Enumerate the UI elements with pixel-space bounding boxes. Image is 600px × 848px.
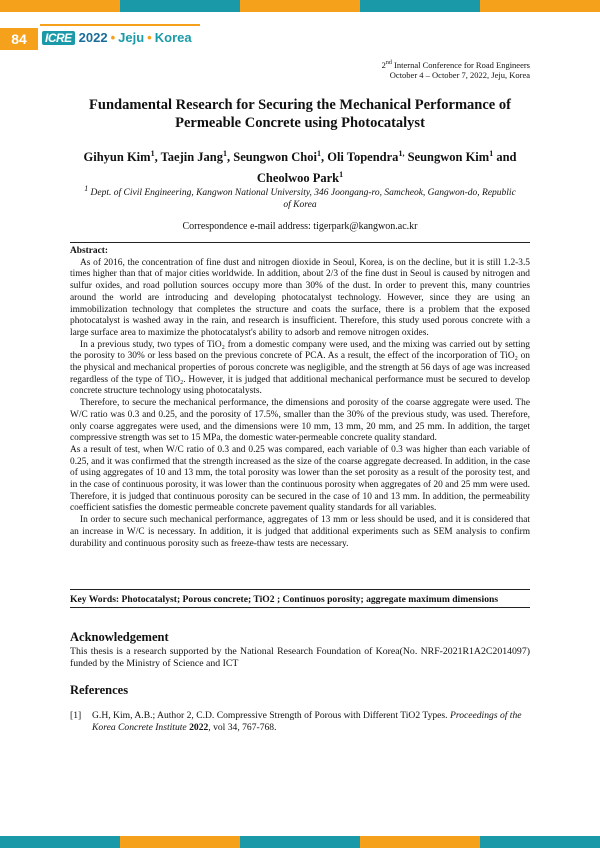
reference-item <box>70 710 530 734</box>
correspondence-email: Correspondence e-mail address: tigerpark@kangwon.ac.kr <box>182 221 418 232</box>
keywords: Key Words: Photocatalyst; Porous concrete; TiO2 ; Continuos porosity; aggregate maximum dimensions <box>70 594 499 605</box>
title-line: Permeable Concrete using Photocatalyst <box>175 115 425 131</box>
bottom-color-stripe <box>0 836 600 848</box>
abstract <box>70 246 530 550</box>
acknowledgement-text: This thesis is a research supported by the National Research Foundation of Korea(No. NRF-2021R1A2C2014097) funded by the Ministry of Science and ICT <box>70 646 530 669</box>
page-number: 84 <box>0 28 38 50</box>
author-sup: 1 <box>489 149 494 158</box>
author-sup: 1, <box>398 149 405 158</box>
author-list: Gihyun Kim$^1$, Taejin Jang$^1$, Seungwon Choi$^1$, Oli Topendra$^{1,}$ Seungwon Kim$^1$ and Cheolwoo Park$^1$ <box>83 149 517 186</box>
affiliation-text: Dept. of Civil Engineering, Kangwon National University, 346 Joongang-ro, Samcheok, Gangwon-do, Republic of Korea <box>88 188 516 211</box>
logo-mark: ICRE <box>42 31 75 45</box>
author-name: Seungwon Kim <box>407 150 490 165</box>
reference-number: [1] <box>70 710 82 721</box>
stripe-segment <box>360 0 480 12</box>
conference-line1 <box>382 58 530 70</box>
abstract-paragraph: In order to secure such mechanical performance, aggregates of 13 mm or less should be used, and it is considered that an increase in W/C is necessary. In addition, it is judged that additional experiments such as SEM analysis to confirm durability and continuous porosity such as freeze-thaw tests are necessary. <box>70 515 530 549</box>
section-divider <box>70 607 530 608</box>
title-line: Fundamental Research for Securing the Mechanical Performance of <box>89 97 511 113</box>
author-sup: 1 <box>339 170 344 180</box>
header-rule <box>40 24 200 26</box>
affiliation-sup: 1 <box>84 184 89 193</box>
conference-name: Internal Conference for Road Engineers <box>391 59 530 70</box>
reference-lead: G.H, Kim, A.B.; Author 2, C.D. Compressive Strength of Porous with Different TiO2 Types. <box>92 710 450 721</box>
stripe-segment <box>120 836 240 848</box>
reference-journal: Proceedings of the Korea Concrete Institute <box>92 710 522 733</box>
abstract-paragraph: In a previous study, two types of TiO₂ from a domestic company were used, and the mixing was carried out by setting the porosity to 30% or less based on the previous concrete of PCA. As a result, the effect of the incorporation of TiO₂ on the physical and mechanical properties of porous concrete was negligible, and the strength at 56 days of age was increased regardless of the type of TiO₂. However, it is judged that additional mechanical performance must be secured to develop concrete structure technology using photocatalysts. <box>70 339 530 397</box>
logo-city1: Jeju <box>118 30 145 45</box>
author-name: Seungwon Choi <box>233 150 317 165</box>
page-header <box>0 24 600 54</box>
logo-year: 2022 <box>78 30 108 45</box>
author-name: Gihyun Kim <box>83 150 151 165</box>
conference-logo <box>42 30 192 45</box>
stripe-segment <box>240 0 360 12</box>
abstract-paragraph: As a result of test, when W/C ratio of 0.3 and 0.25 was compared, each variable of 0.3 was higher than each variable of 0.25, and it was confirmed that the strength increased as the size of the coarse aggregate decreased. In addition, in the case of using aggregates of 10 and 13 mm, the total porosity was lower than the set porosity as a result of the porosity test, and in the case of continuous porosity, it was lower than the continuous porosity when aggregates of 20 and 25 mm were used. Therefore, it is judged that continuous porosity can be secured in the case of 10 and 13 mm. In addition, the permeability coefficient satisfies the domestic permeable concrete pavement quality standards for all variables. <box>70 444 530 514</box>
stripe-segment <box>480 836 600 848</box>
stripe-segment <box>480 0 600 12</box>
references-heading: References <box>70 683 129 697</box>
affiliation <box>80 183 520 211</box>
author-sup: 1 <box>316 149 321 158</box>
logo-city2: Korea <box>154 30 192 45</box>
author-sup: 1 <box>223 149 227 158</box>
conference-ordinal-sup: nd <box>385 60 392 66</box>
bullet-icon: • <box>110 30 116 45</box>
bullet-icon: • <box>147 30 152 45</box>
stripe-segment <box>240 836 360 848</box>
author-sup: 1 <box>150 149 155 158</box>
section-divider <box>70 242 530 243</box>
stripe-segment <box>0 0 120 12</box>
reference-tail: , vol 34, 767-768. <box>208 722 277 733</box>
abstract-paragraph: As of 2016, the concentration of fine dust and nitrogen dioxide in Seoul, Korea, is on the decline, but it is still 1.2-3.5 times higher than that of major cities worldwide. In addition, about 2/3 of the fine dust in Seoul is caused by nitrogen and sulfur oxides, and road pollution sources occupy more than 30% of the dust. In order to prevent this, many countries around the world are introducing and developing photocatalyst technology. However, since they are using an immobilization technology that completes the structure and coats the surface, there is a problem that the exposed photocatalyst is washed away in the rain, and research is insufficient. Therefore, this study used porous concrete with a large surface area to maximize the photocatalyst's ability to adsorb and remove nitrogen oxides. <box>70 257 530 338</box>
conference-dates: October 4 – October 7, 2022, Jeju, Korea <box>389 69 530 80</box>
author-name: Oli Topendra <box>327 150 399 165</box>
stripe-segment <box>120 0 240 12</box>
author-name: Taejin Jang <box>160 150 223 165</box>
author-name: Cheolwoo Park <box>256 171 340 186</box>
conference-info <box>382 58 530 80</box>
paper-title <box>70 96 530 132</box>
section-divider <box>70 589 530 590</box>
top-color-stripe <box>0 0 600 12</box>
conference-ordinal: 2 <box>381 59 386 70</box>
stripe-segment <box>360 836 480 848</box>
reference-year: 2022 <box>189 722 209 733</box>
abstract-label: Abstract: <box>70 246 109 256</box>
acknowledgement-heading: Acknowledgement <box>70 630 169 644</box>
abstract-paragraph: Therefore, to secure the mechanical performance, the dimensions and porosity of the coarse aggregate were used. The W/C ratio was 0.3 and 0.25, and the porosity of 17.5%, smaller than the 30% of the previous study, was used. Therefore, only coarse aggregates were used, and the dimensions were 10 mm, 13 mm, 20 mm, and 25 mm. In addition, the target compressive strength was set to 15 MPa, the domestic water-permeable concrete quality standard. <box>70 398 530 444</box>
stripe-segment <box>0 836 120 848</box>
reference-text <box>92 710 530 734</box>
